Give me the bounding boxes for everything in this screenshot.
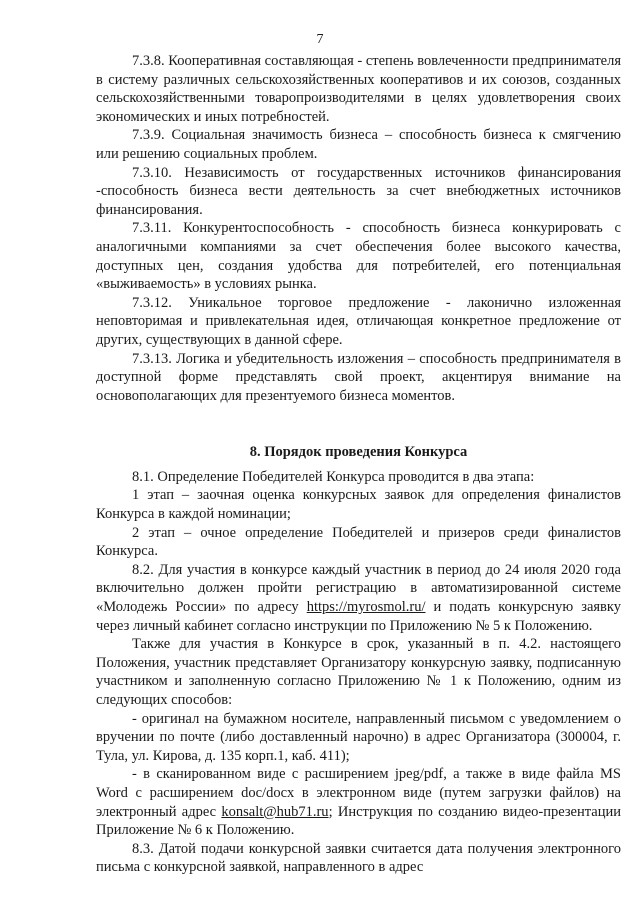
email-link[interactable]: konsalt@hub71.ru xyxy=(221,803,329,820)
clause-7-3-9: 7.3.9. Социальная значимость бизнеса – способность бизнеса к смягчению или решению социальных проблем. xyxy=(96,127,621,162)
clause-8-2 xyxy=(96,561,621,635)
clause-7-3-10: 7.3.10. Независимость от государственных источников финансирования -способность бизнеса вести деятельность за счет внебюджетных источников финансирования. xyxy=(96,164,621,218)
document-body xyxy=(96,52,621,877)
clause-7-3-12: 7.3.12. Уникальное торговое предложение - лаконично изложенная неповторимая и привлекательная идея, отличающая конкретное предложение от других, существующих в данной сфере. xyxy=(96,294,621,348)
stage-2: 2 этап – очное определение Победителей и призеров среди финалистов Конкурса. xyxy=(96,524,621,560)
clause-8-2-text-b: и подать конкурсную заявку через личный кабинет согласно инструкции по Приложению № 5 к Положению. xyxy=(96,599,621,634)
clause-8-1: 8.1. Определение Победителей Конкурса проводится в два этапа: xyxy=(132,468,535,485)
method-paper: - оригинал на бумажном носителе, направленный письмом с уведомлением о вручении по почте (либо доставленный нарочно) в адрес Организатора (300004, г. Тула, ул. Кирова, д. 135 корп.1, каб. 411); xyxy=(96,710,621,764)
clause-8-3: 8.3. Датой подачи конкурсной заявки считается дата получения электронного письма с конкурсной заявкой, направленного в адрес xyxy=(96,840,621,876)
clause-8-2-text-a: 8.2. Для участия в конкурсе каждый участник в период до 24 июля 2020 года включительно должен пройти регистрацию в автоматизированной системе «Молодежь России» по адресу xyxy=(96,561,621,616)
myrosmol-link[interactable]: https://myrosmol.ru/ xyxy=(306,599,426,616)
clause-7-3-11: 7.3.11. Конкурентоспособность - способность бизнеса конкурировать с аналогичными компаниями за счет обеспечения более высокого качества, доступных цен, создания удобства для потребителей, его потенциальная «выживаемость» в условиях рынка. xyxy=(96,220,621,293)
section-heading: 8. Порядок проведения Конкурса xyxy=(249,444,468,461)
clause-7-3-8: 7.3.8. Кооперативная составляющая - степень вовлеченности предпринимателя в систему различных сельскохозяйственных кооперативов и их союзов, созданных сельскохозяйственными товаропроизводителями в целях удовлетворения своих экономических и иных потребностей. xyxy=(96,53,621,125)
method-electronic-text-b: ; Инструкция по созданию видео-презентации Приложение № 6 к Положению. xyxy=(96,803,621,839)
method-electronic-text-a: - в сканированном виде с расширением jpeg/pdf, а также в виде файла MS Word с расширением doc/docx в электронном виде (путем загрузки файлов) на электронный адрес xyxy=(96,766,621,820)
method-electronic xyxy=(96,765,621,839)
clause-7-3-13: 7.3.13. Логика и убедительность изложения – способность предпринимателя в доступной форме представлять свой проект, акцентируя внимание на основополагающих для презентуемого бизнеса моментов. xyxy=(96,350,621,404)
page-number: 7 xyxy=(316,32,324,47)
clause-also: Также для участия в Конкурсе в срок, указанный в п. 4.2. настоящего Положения, участник представляет Организатору конкурсную заявку, подписанную участником и заполненную согласно Приложению № 1 к Положению, одним из следующих способов: xyxy=(96,636,621,708)
stage-1: 1 этап – заочная оценка конкурсных заявок для определения финалистов Конкурса в каждой номинации; xyxy=(96,487,621,523)
